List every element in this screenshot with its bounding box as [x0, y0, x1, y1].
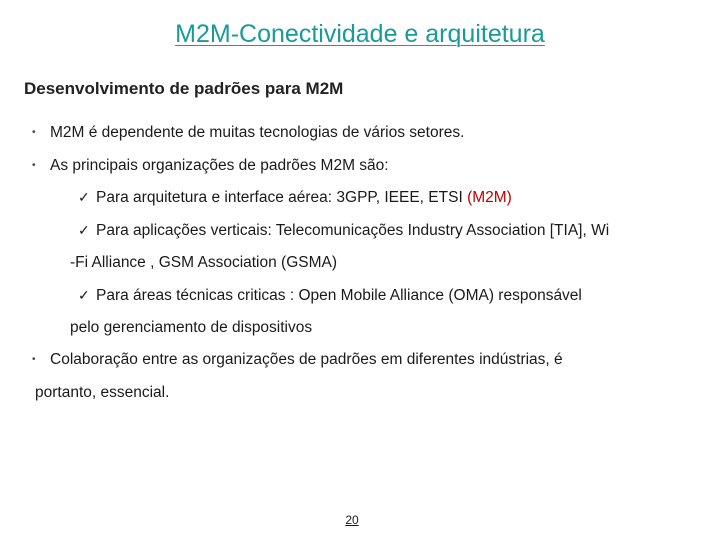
- sub-item-continuation: pelo gerenciamento de dispositivos: [70, 319, 313, 336]
- slide-title: M2M-Conectividade e arquitetura: [175, 20, 545, 48]
- sub-item: [78, 222, 609, 240]
- bullet-marker: •: [32, 160, 36, 171]
- bullet-marker: •: [32, 127, 36, 138]
- sub-item-text: Para aplicações verticais: Telecomunicações Industry Association [TIA], Wi: [96, 222, 610, 239]
- bullet-item: [32, 351, 563, 369]
- sub-item-text: Para áreas técnicas criticas : Open Mobile Alliance (OMA) responsável: [96, 287, 582, 304]
- bullet-item: [32, 124, 464, 142]
- bullet-item: [32, 157, 389, 175]
- checkmark-icon: ✓: [78, 287, 90, 303]
- sub-item: [78, 189, 512, 207]
- bullet-marker: •: [32, 354, 36, 365]
- sub-item-continuation: -Fi Alliance , GSM Association (GSMA): [70, 254, 338, 271]
- bullet-continuation: portanto, essencial.: [35, 384, 170, 401]
- checkmark-icon: ✓: [78, 222, 90, 238]
- checkmark-icon: ✓: [78, 189, 90, 205]
- sub-item-accent: (M2M): [467, 189, 512, 206]
- bullet-text: Colaboração entre as organizações de padrões em diferentes indústrias, é: [50, 351, 563, 368]
- bullet-text: M2M é dependente de muitas tecnologias de vários setores.: [50, 124, 465, 141]
- page-number: 20: [345, 513, 359, 527]
- bullet-text: As principais organizações de padrões M2M são:: [50, 157, 389, 174]
- sub-item-text: Para arquitetura e interface aérea: 3GPP, IEEE, ETSI: [96, 189, 463, 206]
- section-heading: Desenvolvimento de padrões para M2M: [24, 79, 344, 98]
- sub-item: [78, 287, 582, 305]
